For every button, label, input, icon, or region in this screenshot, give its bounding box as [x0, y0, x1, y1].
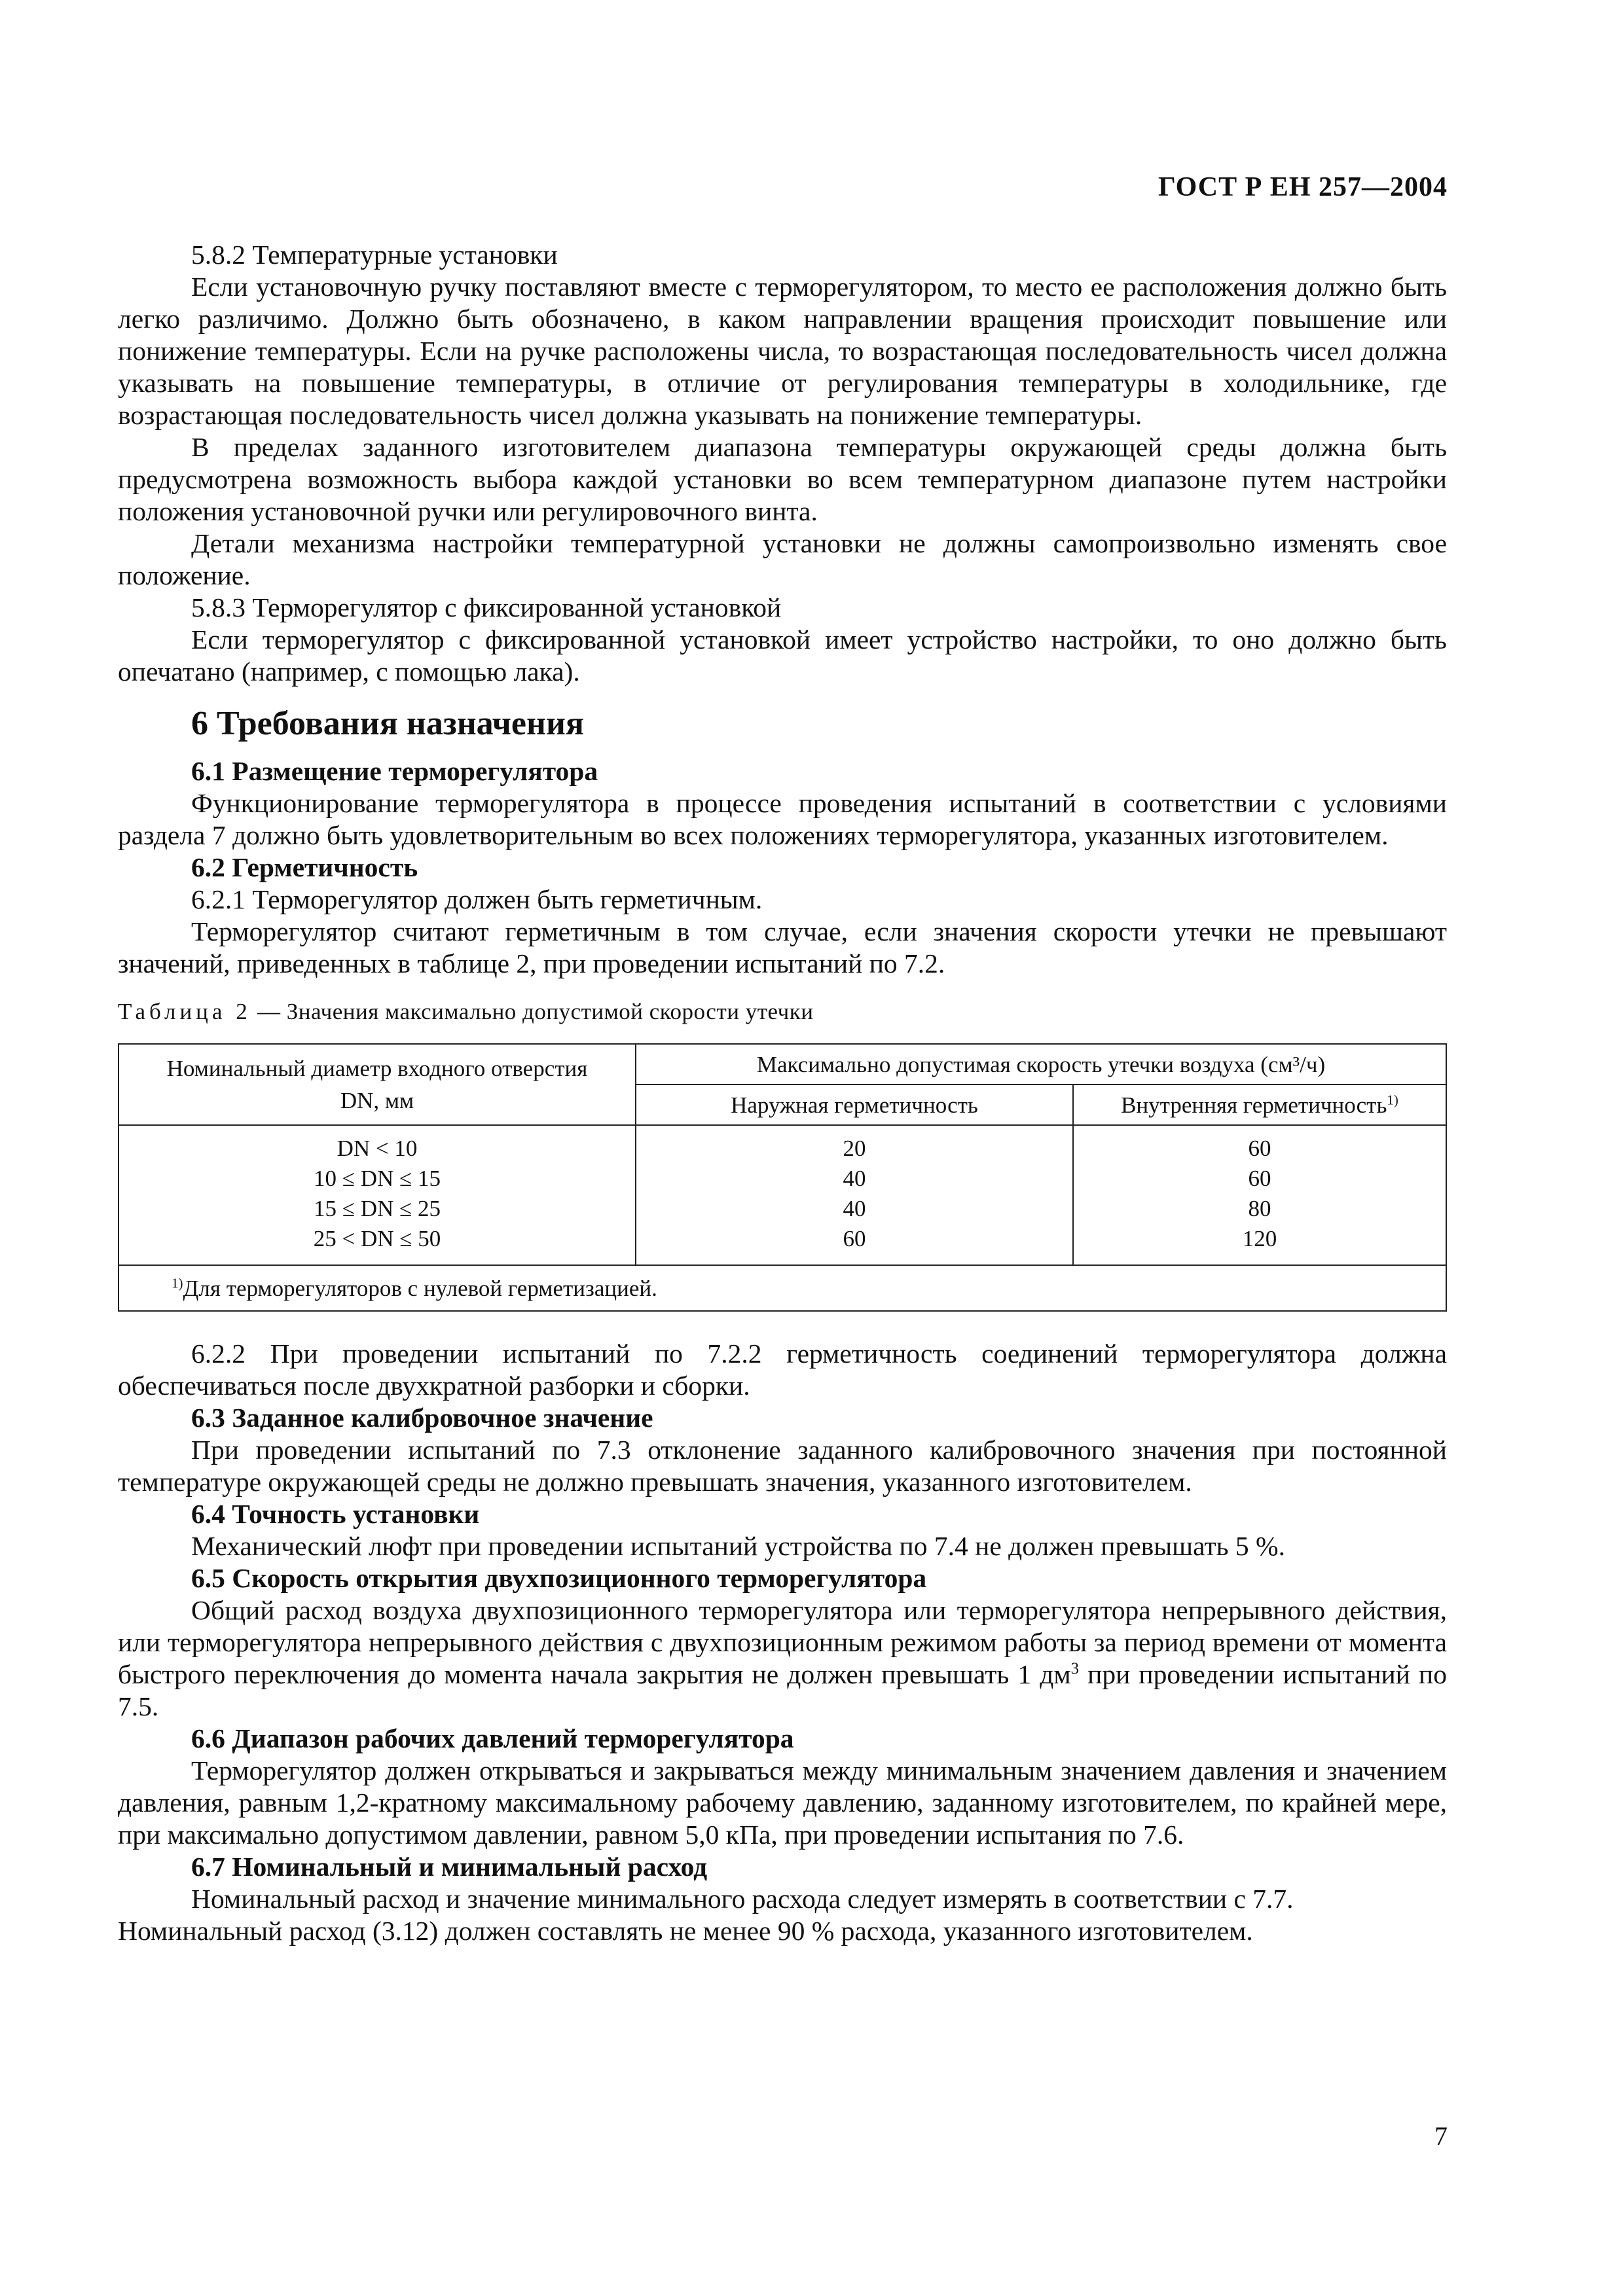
table-header-outer: Наружная герметичность [636, 1085, 1073, 1125]
table-col-dn [119, 1125, 636, 1265]
section-title: 5.8.3 Терморегулятор с фиксированной установкой [191, 592, 782, 622]
table-col-inner [1073, 1125, 1446, 1265]
section-heading: 6.7 Номинальный и минимальный расход [191, 1852, 708, 1882]
table-caption-label: Таблица 2 [118, 999, 251, 1024]
table-cell: 15 ≤ DN ≤ 25 [314, 1196, 441, 1221]
document-header: ГОСТ Р ЕН 257—2004 [1158, 172, 1448, 202]
footnote-mark: 1) [172, 1274, 183, 1291]
paragraph: Функционирование терморегулятора в процессе проведения испытаний в соответствии с условиями раздела 7 должно быть удовлетворительным во всех положениях терморегулятора, указанных изготовителем. [118, 788, 1447, 850]
paragraph: При проведении испытаний по 7.3 отклонение заданного калибровочного значения при постоянной температуре окружающей среды не должно превышать значения, указанного изготовителем. [118, 1435, 1447, 1497]
footnote-text: Для терморегуляторов с нулевой герметизацией. [183, 1275, 657, 1301]
page-number: 7 [1434, 2121, 1448, 2151]
paragraph: 6.2.2 При проведении испытаний по 7.2.2 герметичность соединений терморегулятора должна обеспечиваться после двухкратной разборки и сборки. [118, 1338, 1447, 1401]
table-header-dn: Номинальный диаметр входного отверстия DN, мм [119, 1044, 636, 1125]
table-col-outer [636, 1125, 1073, 1265]
document-body [118, 239, 1447, 1947]
section-heading: 6.5 Скорость открытия двухпозиционного терморегулятора [191, 1563, 927, 1593]
paragraph [118, 1594, 1447, 1723]
section-heading: 6.1 Размещение терморегулятора [191, 756, 598, 786]
paragraph: В пределах заданного изготовителем диапазона температуры окружающей среды должна быть предусмотрена возможность выбора каждой установки во всем температурном диапазоне путем настройки положения установочной ручки или регулировочного винта. [118, 432, 1447, 526]
paragraph: 6.2.1 Терморегулятор должен быть герметичным. [191, 884, 763, 914]
table-cell: 60 [843, 1226, 866, 1251]
section-heading: 6.2 Герметичность [191, 852, 418, 882]
table-footnote [119, 1265, 1446, 1311]
table-cell: 25 < DN ≤ 50 [313, 1226, 441, 1251]
paragraph: Терморегулятор считают герметичным в том случае, если значения скорости утечки не превышают значений, приведенных в таблице 2, при проведении испытаний по 7.2. [118, 916, 1447, 978]
superscript: 3 [1070, 1660, 1080, 1678]
leak-rate-table [118, 1043, 1447, 1312]
section-heading: 6.4 Точность установки [191, 1499, 480, 1529]
section-title: 5.8.2 Температурные установки [191, 240, 558, 270]
table-header-inner-text: Внутренняя герметичность [1121, 1092, 1387, 1118]
paragraph: Терморегулятор должен открываться и закрываться между минимальным значением давления и значением давления, равным 1,2-кратному максимальному рабочему давлению, заданному изготовителем, по крайней мере, при максимально допустимом давлении, равном 5,0 кПа, при проведении испытания по 7.6. [118, 1755, 1447, 1850]
table-cell: DN < 10 [337, 1136, 418, 1161]
table-header-inner [1073, 1085, 1446, 1125]
table-cell: 60 [1248, 1166, 1271, 1191]
table-header-group: Максимально допустимая скорость утечки воздуха (см³/ч) [636, 1044, 1446, 1085]
paragraph: Если установочную ручку поставляют вместе с терморегулятором, то место ее расположения должно быть легко различимо. Должно быть обозначено, в каком направлении вращения происходит повышение или понижение температуры. Если на ручке расположены числа, то возрастающая последовательность чисел должна указывать на повышение температуры, в отличие от регулирования температуры в холодильнике, где возрастающая последовательность чисел должна указывать на понижение температуры. [118, 272, 1447, 430]
table-caption [118, 996, 1447, 1028]
table-caption-text: — Значения максимально допустимой скорости утечки [251, 999, 814, 1024]
paragraph: Механический люфт при проведении испытаний устройства по 7.4 не должен превышать 5 %. [191, 1531, 1285, 1561]
section-heading: 6.6 Диапазон рабочих давлений терморегулятора [191, 1723, 794, 1753]
table-cell: 10 ≤ DN ≤ 15 [314, 1166, 441, 1191]
table-cell: 40 [843, 1196, 866, 1221]
table-cell: 120 [1242, 1226, 1277, 1251]
table-cell: 60 [1248, 1136, 1271, 1161]
section-heading: 6.3 Заданное калибровочное значение [191, 1403, 653, 1433]
paragraph: Детали механизма настройки температурной установки не должны самопроизвольно изменять свое положение. [118, 528, 1447, 590]
table-cell: 20 [843, 1136, 866, 1161]
table-cell: 80 [1248, 1196, 1271, 1221]
paragraph-text: при проведении испытаний по 7.5. [118, 1659, 1447, 1721]
paragraph: Номинальный расход (3.12) должен составлять не менее 90 % расхода, указанного изготовителем. [118, 1916, 1253, 1946]
footnote-mark: 1) [1387, 1091, 1398, 1107]
paragraph-text: Общий расход воздуха двухпозиционного терморегулятора или терморегулятора непрерывного действия, или терморегулятора непрерывного действия с двухпозиционным режимом работы за период времени от момента быстрого переключения до момента начала закрытия не должен превышать 1 дм [118, 1595, 1447, 1689]
paragraph: Если терморегулятор с фиксированной установкой имеет устройство настройки, то оно должно быть опечатано (например, с помощью лака). [118, 624, 1447, 687]
chapter-heading: 6 Требования назначения [191, 705, 585, 742]
table-cell: 40 [843, 1166, 866, 1191]
paragraph: Номинальный расход и значение минимального расхода следует измерять в соответствии с 7.7. [191, 1884, 1294, 1914]
